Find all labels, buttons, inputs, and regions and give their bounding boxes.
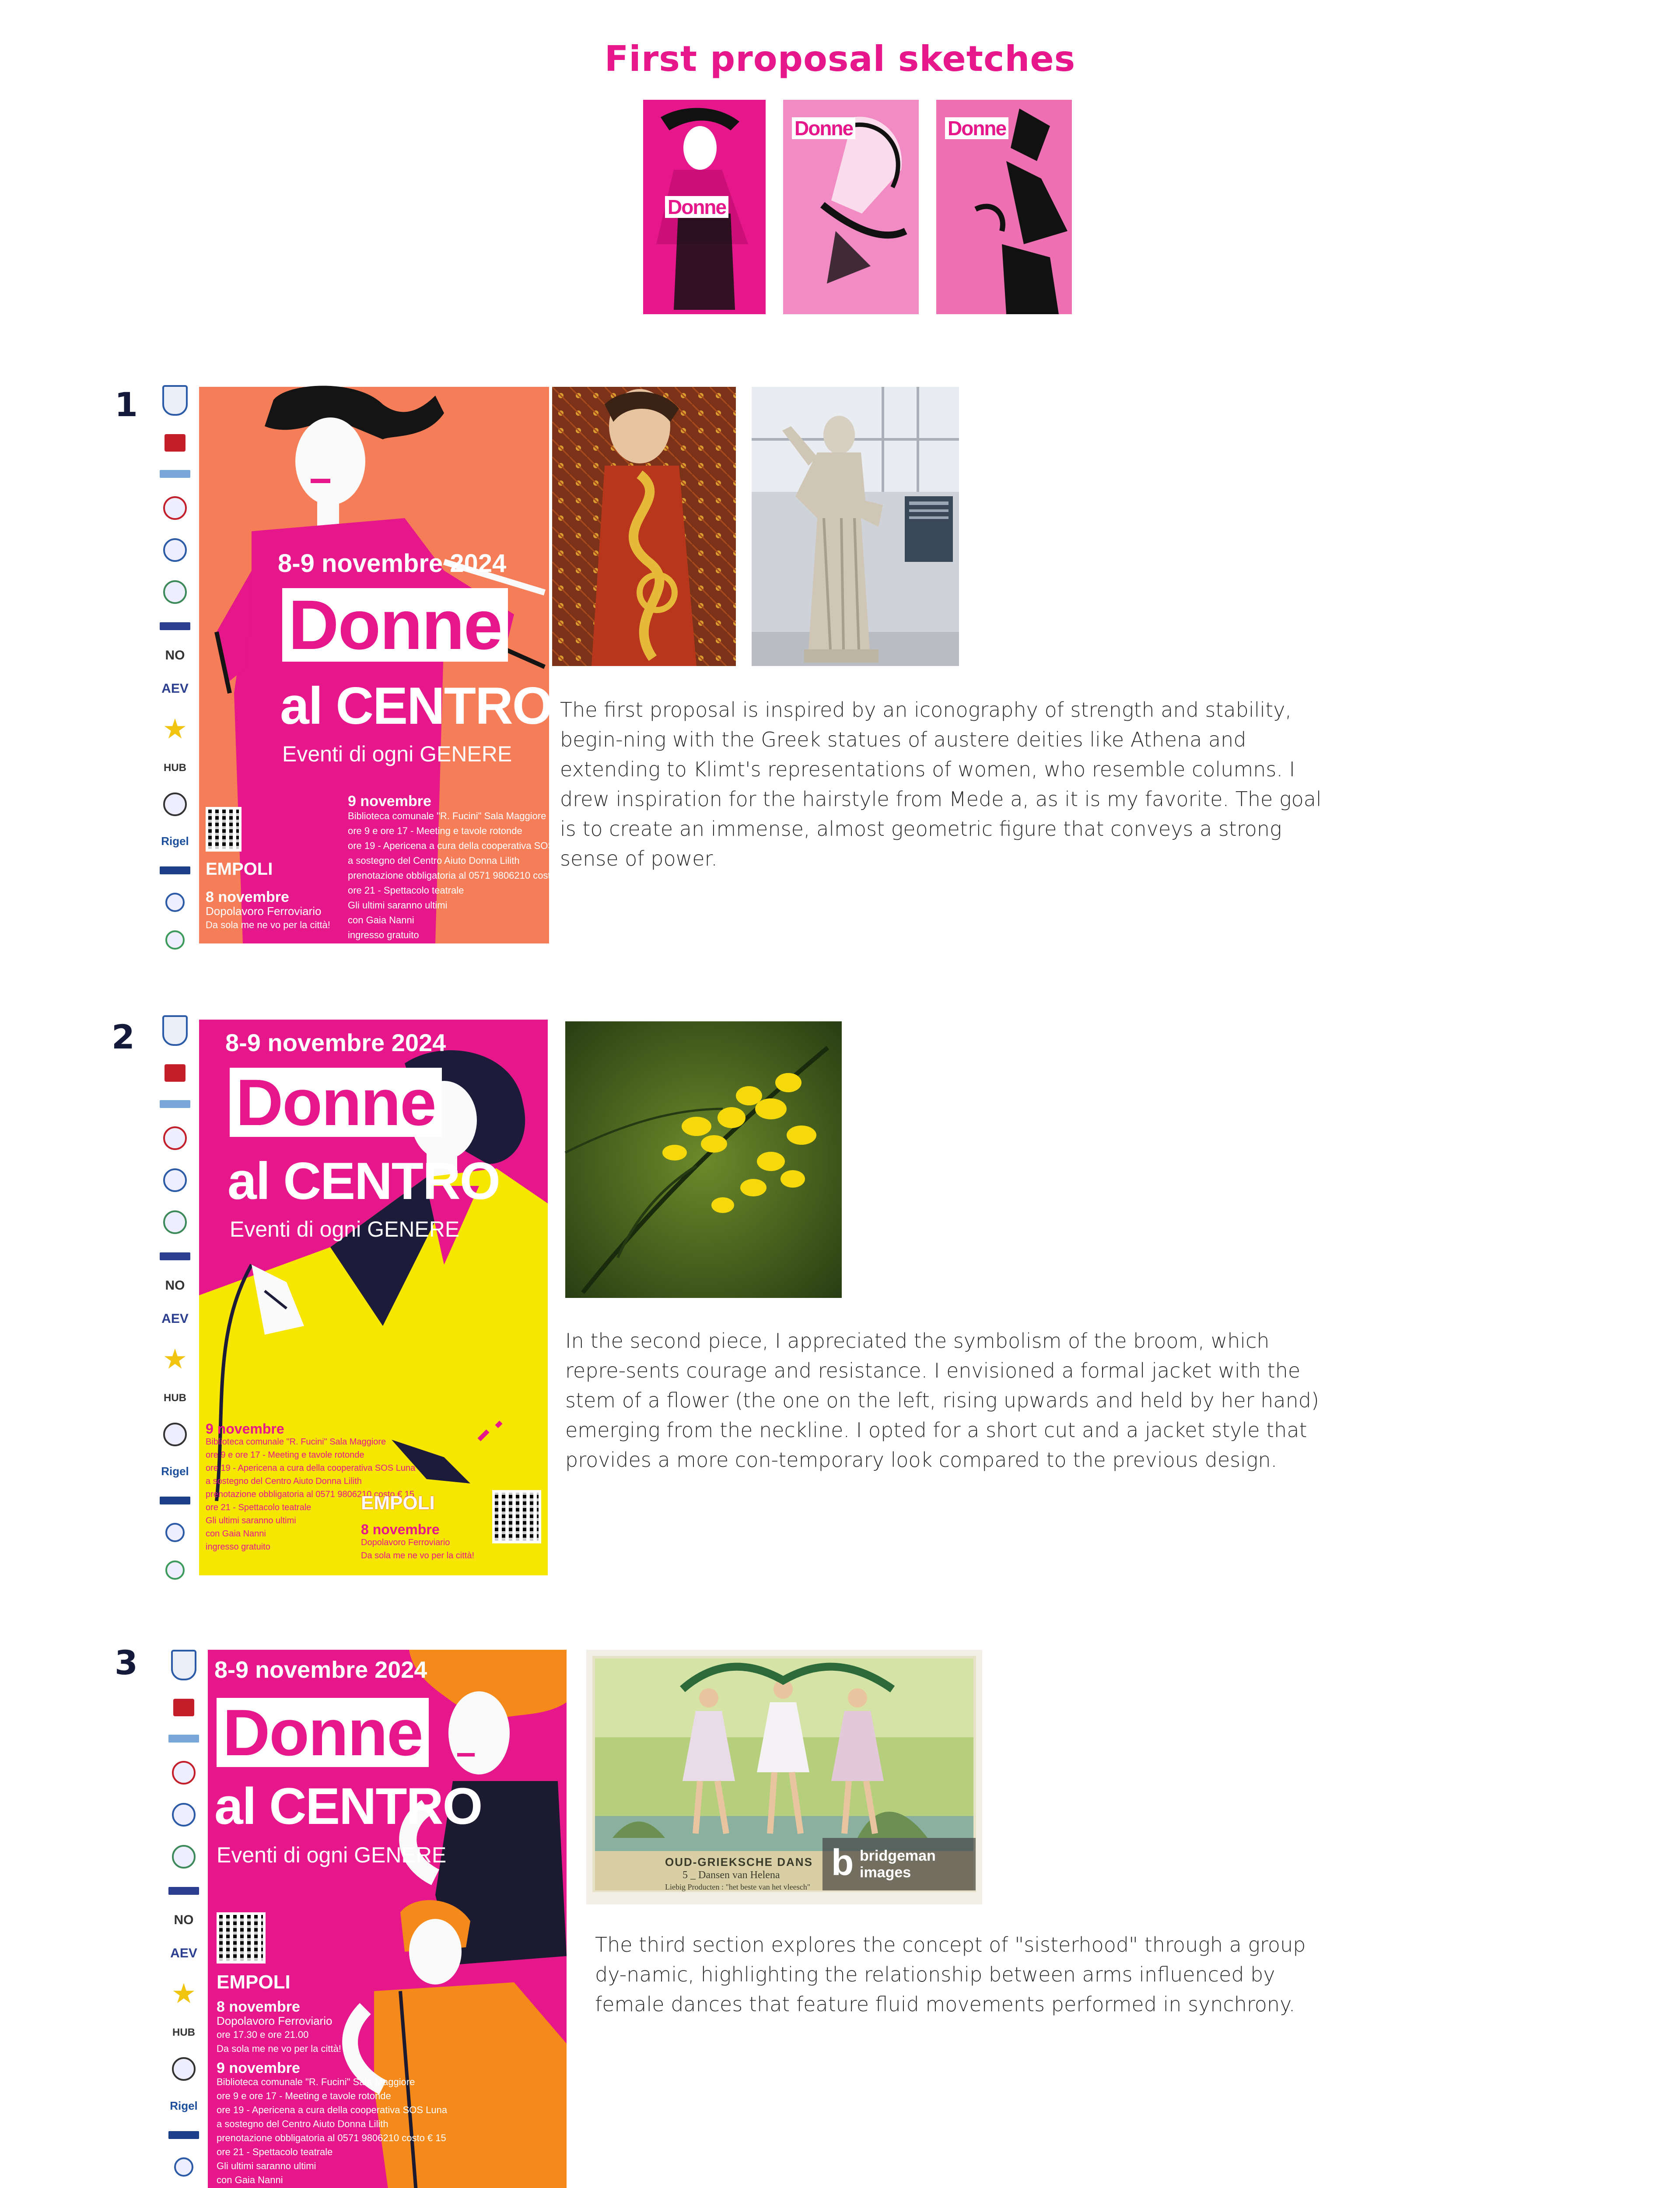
thumbnail-title: Donne xyxy=(665,196,728,218)
event-nov9-booking: prenotazione obbligatoria al 0571 9806210 costo € 15 xyxy=(206,1490,415,1499)
rigel-logo: Rigel xyxy=(161,1465,189,1478)
poster-title-line2: al CENTRO xyxy=(280,677,553,735)
partner-logo xyxy=(160,470,190,478)
event-show-cast: con Gaia Nanni xyxy=(348,915,414,926)
event-nov8-note: Da sola me ne vo per la città! xyxy=(361,1551,475,1560)
event-nov9-booking: prenotazione obbligatoria al 0571 9806210 costo € 15 xyxy=(348,870,578,881)
no-logo: NO xyxy=(174,1913,194,1928)
reference-klimt-painting xyxy=(552,387,736,666)
partner-logo xyxy=(168,1735,199,1743)
star-logo: ★ xyxy=(164,715,186,743)
poster-title-line1: Donne xyxy=(230,1068,442,1137)
event-nov9-place: Biblioteca comunale "R. Fucini" Sala Maggiore xyxy=(206,1437,386,1447)
card-subtitle: 5 _ Dansen van Helena xyxy=(682,1869,780,1881)
partner-logo xyxy=(165,1523,185,1542)
event-show-title: Gli ultimi saranno ultimi xyxy=(217,2160,316,2171)
no-logo: NO xyxy=(165,1278,185,1293)
event-nov8-date: 8 novembre xyxy=(217,1999,300,2015)
municipality-crest-logo xyxy=(171,1650,196,1680)
globe-logo xyxy=(163,792,187,816)
event-nov9-aperitivo2: a sostegno del Centro Aiuto Donna Lilith xyxy=(206,1476,362,1486)
poster-title-line2: al CENTRO xyxy=(214,1778,482,1835)
card-title: OUD-GRIEKSCHE DANS xyxy=(665,1855,813,1869)
poster-title-line1: Donne xyxy=(217,1698,429,1767)
poster-subtitle: Eventi di ogni GENERE xyxy=(230,1217,460,1241)
watermark-line1: bridgeman xyxy=(860,1848,936,1864)
event-nov8-date: 8 novembre xyxy=(361,1522,440,1537)
aev-logo: AEV xyxy=(161,681,189,696)
star-logo: ★ xyxy=(172,1980,195,2008)
event-nov8-note: Da sola me ne vo per la città! xyxy=(206,919,330,930)
partner-logo xyxy=(172,1803,196,1827)
aev-logo: AEV xyxy=(161,1311,189,1326)
hub-logo: HUB xyxy=(164,762,186,774)
poster-proposal-3 xyxy=(208,1650,567,2188)
event-nov9-place: Biblioteca comunale "R. Fucini" Sala Maggiore xyxy=(348,810,546,821)
reference-greek-dance-card xyxy=(586,1650,982,1904)
poster-dates: 8-9 novembre 2024 xyxy=(214,1657,427,1683)
partner-logo xyxy=(172,1761,196,1785)
regional-logo xyxy=(173,1699,194,1716)
partner-logo xyxy=(160,1252,190,1260)
reference-athena-statue xyxy=(752,387,959,666)
bridgeman-logo-icon: b xyxy=(831,1842,854,1883)
poster-title-line1: Donne xyxy=(282,588,508,662)
event-nov9-meeting: ore 9 e ore 17 - Meeting e tavole rotonde xyxy=(348,825,522,836)
partner-logo xyxy=(163,1210,187,1234)
poster-subtitle: Eventi di ogni GENERE xyxy=(217,1843,447,1867)
qr-code xyxy=(217,1912,266,1964)
thumbnail-title: Donne xyxy=(792,117,855,139)
watermark-line2: images xyxy=(860,1864,911,1881)
section-number-2: 2 xyxy=(112,1017,135,1056)
sponsor-logo-strip xyxy=(162,1650,206,2188)
partner-logo xyxy=(163,1126,187,1150)
poster-title-line2: al CENTRO xyxy=(228,1152,500,1210)
thumbnail-title: Donne xyxy=(945,117,1008,139)
section-3-description: The third section explores the concept of "sisterhood" through a group dy-namic, highlighting the relationship between arms influenced by female dances that feature fluid movements performed in synchrony. xyxy=(595,1933,1306,2016)
star-logo: ★ xyxy=(164,1345,186,1373)
event-nov9-aperitivo2: a sostegno del Centro Aiuto Donna Lilith xyxy=(217,2118,388,2129)
regional-logo xyxy=(164,1064,186,1082)
event-show-title: Gli ultimi saranno ultimi xyxy=(348,900,448,911)
poster-city: EMPOLI xyxy=(217,1971,290,1993)
poster-proposal-2 xyxy=(199,1020,548,1575)
page-title: First proposal sketches xyxy=(604,39,1076,79)
event-nov8 xyxy=(217,2000,341,2056)
partner-logo xyxy=(172,1845,196,1869)
poster-city: EMPOLI xyxy=(361,1492,435,1514)
section-number-3: 3 xyxy=(115,1643,138,1682)
no-logo: NO xyxy=(165,648,185,663)
event-show: ore 21 - Spettacolo teatrale xyxy=(206,1503,312,1512)
event-nov8-note: Da sola me ne vo per la città! xyxy=(217,2043,341,2054)
event-nov9-booking: prenotazione obbligatoria al 0571 9806210 costo € 15 xyxy=(217,2132,446,2143)
globe-logo xyxy=(172,2057,196,2081)
hub-logo: HUB xyxy=(164,1392,186,1404)
event-nov9-date: 9 novembre xyxy=(206,1421,284,1437)
partner-logo xyxy=(163,496,187,520)
event-show-title: Gli ultimi saranno ultimi xyxy=(206,1516,296,1525)
rigel-logo: Rigel xyxy=(170,2099,198,2113)
event-show-entry: ingresso gratuito xyxy=(206,1542,270,1552)
event-nov9-aperitivo: ore 19 - Apericena a cura della cooperativa SOS Luna xyxy=(348,840,579,851)
municipality-crest-logo xyxy=(162,1015,188,1046)
sponsor-logo-strip xyxy=(153,385,197,950)
event-nov9-place: Biblioteca comunale "R. Fucini" Sala Maggiore xyxy=(217,2076,415,2087)
aev-logo: AEV xyxy=(170,1946,197,1961)
partner-logo xyxy=(174,2157,193,2177)
section-1-description: The first proposal is inspired by an iconography of strength and stability, begin-ning with the Greek statues of austere deities like Athena and extending to Klimt's representations of women, who resemble columns. I drew inspiration for the hairstyle from Mede a, as it is my favorite. The goal is to create an immense, almost geometric figure that conveys a strong sense of power. xyxy=(560,698,1322,870)
hub-logo: HUB xyxy=(172,2027,195,2039)
poster-city: EMPOLI xyxy=(206,859,273,879)
sketch-thumbnail-2 xyxy=(766,100,919,314)
sponsor-logo-strip xyxy=(153,1015,197,1580)
partner-logo xyxy=(160,622,190,630)
event-nov8 xyxy=(361,1523,474,1562)
event-nov8-date: 8 novembre xyxy=(206,889,289,905)
poster-dates: 8-9 novembre 2024 xyxy=(278,549,507,578)
event-nov9-aperitivo2: a sostegno del Centro Aiuto Donna Lilith xyxy=(348,855,520,866)
partner-logo xyxy=(160,1100,190,1108)
sketch-thumbnail-1 xyxy=(612,100,766,314)
card-footer: Liebig Producten : "het beste van het vleesch" xyxy=(665,1883,811,1891)
partner-logo xyxy=(160,1497,190,1504)
event-nov8-time: ore 17.30 e ore 21.00 xyxy=(217,2029,309,2040)
qr-code xyxy=(492,1490,541,1543)
section-number-1: 1 xyxy=(115,385,138,424)
event-nov9-date: 9 novembre xyxy=(217,2060,300,2076)
partner-logo xyxy=(160,866,190,874)
event-nov9 xyxy=(217,2061,447,2188)
event-show-cast: con Gaia Nanni xyxy=(217,2174,283,2185)
municipality-crest-logo xyxy=(162,385,188,416)
event-show-cast: con Gaia Nanni xyxy=(206,1529,266,1539)
partner-logo xyxy=(168,1887,199,1895)
event-nov8-place: Dopolavoro Ferroviario xyxy=(361,1538,450,1547)
event-nov9-aperitivo: ore 19 - Apericena a cura della cooperativa SOS Luna xyxy=(217,2104,448,2115)
partner-logo xyxy=(163,580,187,604)
qr-code xyxy=(206,807,242,852)
event-nov8-place: Dopolavoro Ferroviario xyxy=(206,905,322,918)
rigel-logo: Rigel xyxy=(161,835,189,848)
event-show: ore 21 - Spettacolo teatrale xyxy=(348,885,464,896)
event-nov9 xyxy=(348,794,578,943)
sketch-thumbnail-3 xyxy=(919,100,1072,314)
reference-broom-flower-photo xyxy=(565,1021,842,1298)
regional-logo xyxy=(164,434,186,452)
event-nov9-meeting: ore 9 e ore 17 - Meeting e tavole rotonde xyxy=(206,1450,364,1460)
poster-dates: 8-9 novembre 2024 xyxy=(225,1029,446,1056)
partner-logo xyxy=(165,1560,185,1580)
poster-subtitle: Eventi di ogni GENERE xyxy=(282,742,512,766)
event-nov8 xyxy=(206,890,330,932)
globe-logo xyxy=(163,1423,187,1446)
partner-logo xyxy=(165,930,185,950)
event-nov8-place: Dopolavoro Ferroviario xyxy=(217,2014,332,2027)
poster-proposal-1 xyxy=(199,387,579,943)
partner-logo xyxy=(163,538,187,562)
partner-logo xyxy=(168,2131,199,2139)
event-nov9-date: 9 novembre xyxy=(348,793,431,810)
event-show: ore 21 - Spettacolo teatrale xyxy=(217,2146,333,2157)
partner-logo xyxy=(165,893,185,912)
section-2-description: In the second piece, I appreciated the symbolism of the broom, which repre-sents courage and resistance. I envisioned a formal jacket with the stem of a flower (the one on the left, rising upwards and held by her hand) emerging from the neckline. I opted for a short cut and a jacket style that provides a more con-temporary look compared to the previous design. xyxy=(565,1329,1319,1472)
partner-logo xyxy=(163,1168,187,1192)
event-nov9-aperitivo: ore 19 - Apericena a cura della cooperativa SOS Luna xyxy=(206,1463,416,1473)
event-nov9-meeting: ore 9 e ore 17 - Meeting e tavole rotonde xyxy=(217,2090,391,2101)
first-sketches-thumbnails xyxy=(612,100,1072,314)
event-show-entry: ingresso gratuito xyxy=(348,929,419,940)
